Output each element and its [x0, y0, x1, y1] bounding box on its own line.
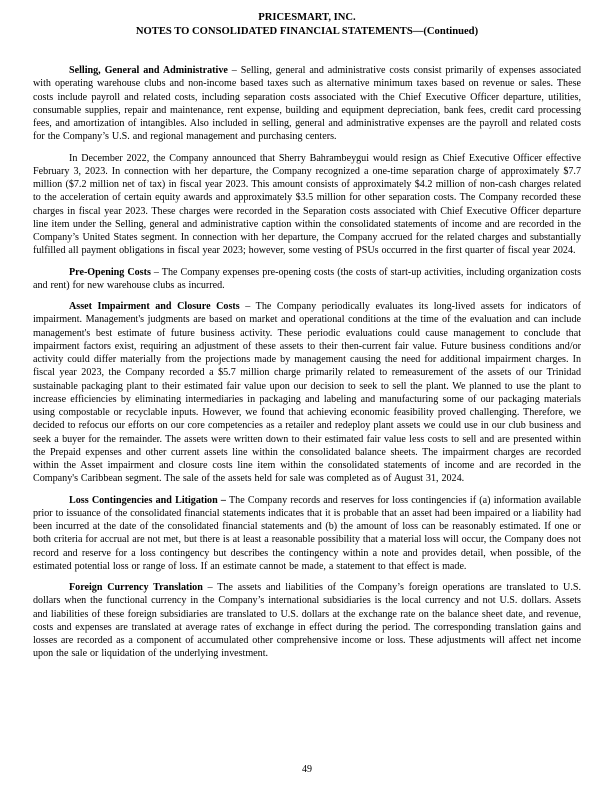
- paragraph-lead: Pre-Opening Costs: [69, 266, 151, 278]
- paragraph-body: The Company records and reserves for loss contingencies if (a) information available prior to issuance of the consolidated financial statements indicates that it is probable that an asset had been impaired or a liability had been incurred at the date of the consolidated financial statements and (b) the amount of loss can be reasonably estimated. If one or both criteria for accrual are not met, but there is at least a reasonable possibility that a material loss will occur, the Company does not record and reserve for a loss contingency but describes the contingency within a note and provides detail, when possible, of the estimated potential loss or range of loss. If an estimate cannot be made, a statement to that effect is made.: [33, 494, 581, 572]
- paragraph-lead: Loss Contingencies and Litigation –: [69, 494, 226, 506]
- document-title: NOTES TO CONSOLIDATED FINANCIAL STATEMENTS—(Continued): [135, 26, 479, 37]
- paragraph-body: – The Company expenses pre-opening costs (the costs of start-up activities, including organization costs and rent) for new warehouse clubs as incurred.: [33, 266, 581, 291]
- paragraph-lead: Foreign Currency Translation: [69, 582, 203, 593]
- paragraph-lead: Selling, General and Administrative: [69, 65, 228, 76]
- page-number: 49: [302, 764, 312, 775]
- paragraph-body: – The Company periodically evaluates its long-lived assets for indicators of impairment. Management's judgments are based on market and operational conditions at the time of the evaluation and can include management's best estimate of future business activity. These periodic evaluations could cause management to conclude that impairment factors exist, requiring an adjustment of these assets to their then-current fair value. Future business conditions and/or activity could differ materially from the projections made by management causing the need for additional impairment charges. In fiscal year 2023, the Company recorded a $5.7 million charge primarily related to remeasurement of the assets of our Trinidad sustainable packaging plant to their estimated fair value upon our decision to seek to sell the plant. We planned to use the plant to increase efficiencies by eliminating intermediaries in packaging and labeling and manufacturing some of our packaging materials using compostable or recyclable inputs. However, we found that achieving economic feasibility proved challenging. Therefore, we decided to refocus our efforts on our core competencies as a retailer and redeploy plant assets we could use in our club business and seek a buyer for the remainder. The assets were written down to their estimated fair value less costs to sell and are presented within the Prepaid expenses and other current assets line within the consolidated balance sheets. The impairment charges are recorded within the Asset impairment and closure costs line item within the consolidated statements of income and are recorded in the Company's Caribbean segment. The sale of the assets held for sale was completed as of August 31, 2024.: [33, 301, 581, 485]
- paragraph-body: – The assets and liabilities of the Company’s foreign operations are translated to U.S. dollars when the functional currency in the Company’s international subsidiaries is the local currency and not U.S. dollars. Assets and liabilities of these foreign subsidiaries are translated to U.S. dollars at the exchange rate on the balance sheet date, and revenue, costs and expenses are translated at average rates of exchange in effect during the period. The corresponding translation gains and losses are recorded as a component of accumulated other comprehensive income or loss. These adjustments will affect net income upon the sale or liquidation of the underlying investment.: [33, 582, 581, 660]
- paragraph-loss-contingencies: [33, 494, 581, 574]
- paragraph-lead: Asset Impairment and Closure Costs: [69, 301, 240, 312]
- paragraph-pre-opening-costs: [33, 266, 581, 293]
- paragraph-selling-general-administrative: [33, 64, 581, 144]
- company-name: PRICESMART, INC.: [258, 12, 356, 23]
- paragraph-ceo-separation: [33, 152, 581, 258]
- document-header: [33, 11, 581, 39]
- paragraph-body: – Selling, general and administrative costs consist primarily of expenses associated with operating warehouse clubs and non-income based taxes such as alternative minimum taxes based on revenue or sales. These costs include payroll and related costs, including separation costs associated with the Chief Executive Officer departure, utilities, consumable supplies, repair and maintenance, rent expense, building and equipment depreciation, bank fees, credit card processing fees, and amortization of intangibles. Also included in selling, general and administrative expenses are the payroll and related costs for the Company’s U.S. and regional management and purchasing centers.: [33, 65, 581, 143]
- paragraph-asset-impairment: [33, 300, 581, 486]
- paragraph-body: In December 2022, the Company announced that Sherry Bahrambeygui would resign as Chief Executive Officer effective February 3, 2023. In connection with her departure, the Company recognized a one-time separation charge of approximately $7.7 million ($7.2 million net of tax) in fiscal year 2023. This amount consists of approximately $4.2 million of non-cash charges related to the acceleration of certain equity awards and approximately $3.5 million for other separation costs. The Company recorded these charges in fiscal year 2023. These charges were recorded in the Separation costs associated with Chief Executive Officer departure line item under the Selling, general and administrative caption within the consolidated statements of income and are recorded in the Company’s United States segment. In connection with her departure, the Company accrued for the related charges and substantially fulfilled all payment obligations in fiscal year 2023; however, some vesting of PSUs occurred in the first quarter of fiscal year 2024.: [33, 152, 581, 257]
- paragraph-foreign-currency: [33, 581, 581, 661]
